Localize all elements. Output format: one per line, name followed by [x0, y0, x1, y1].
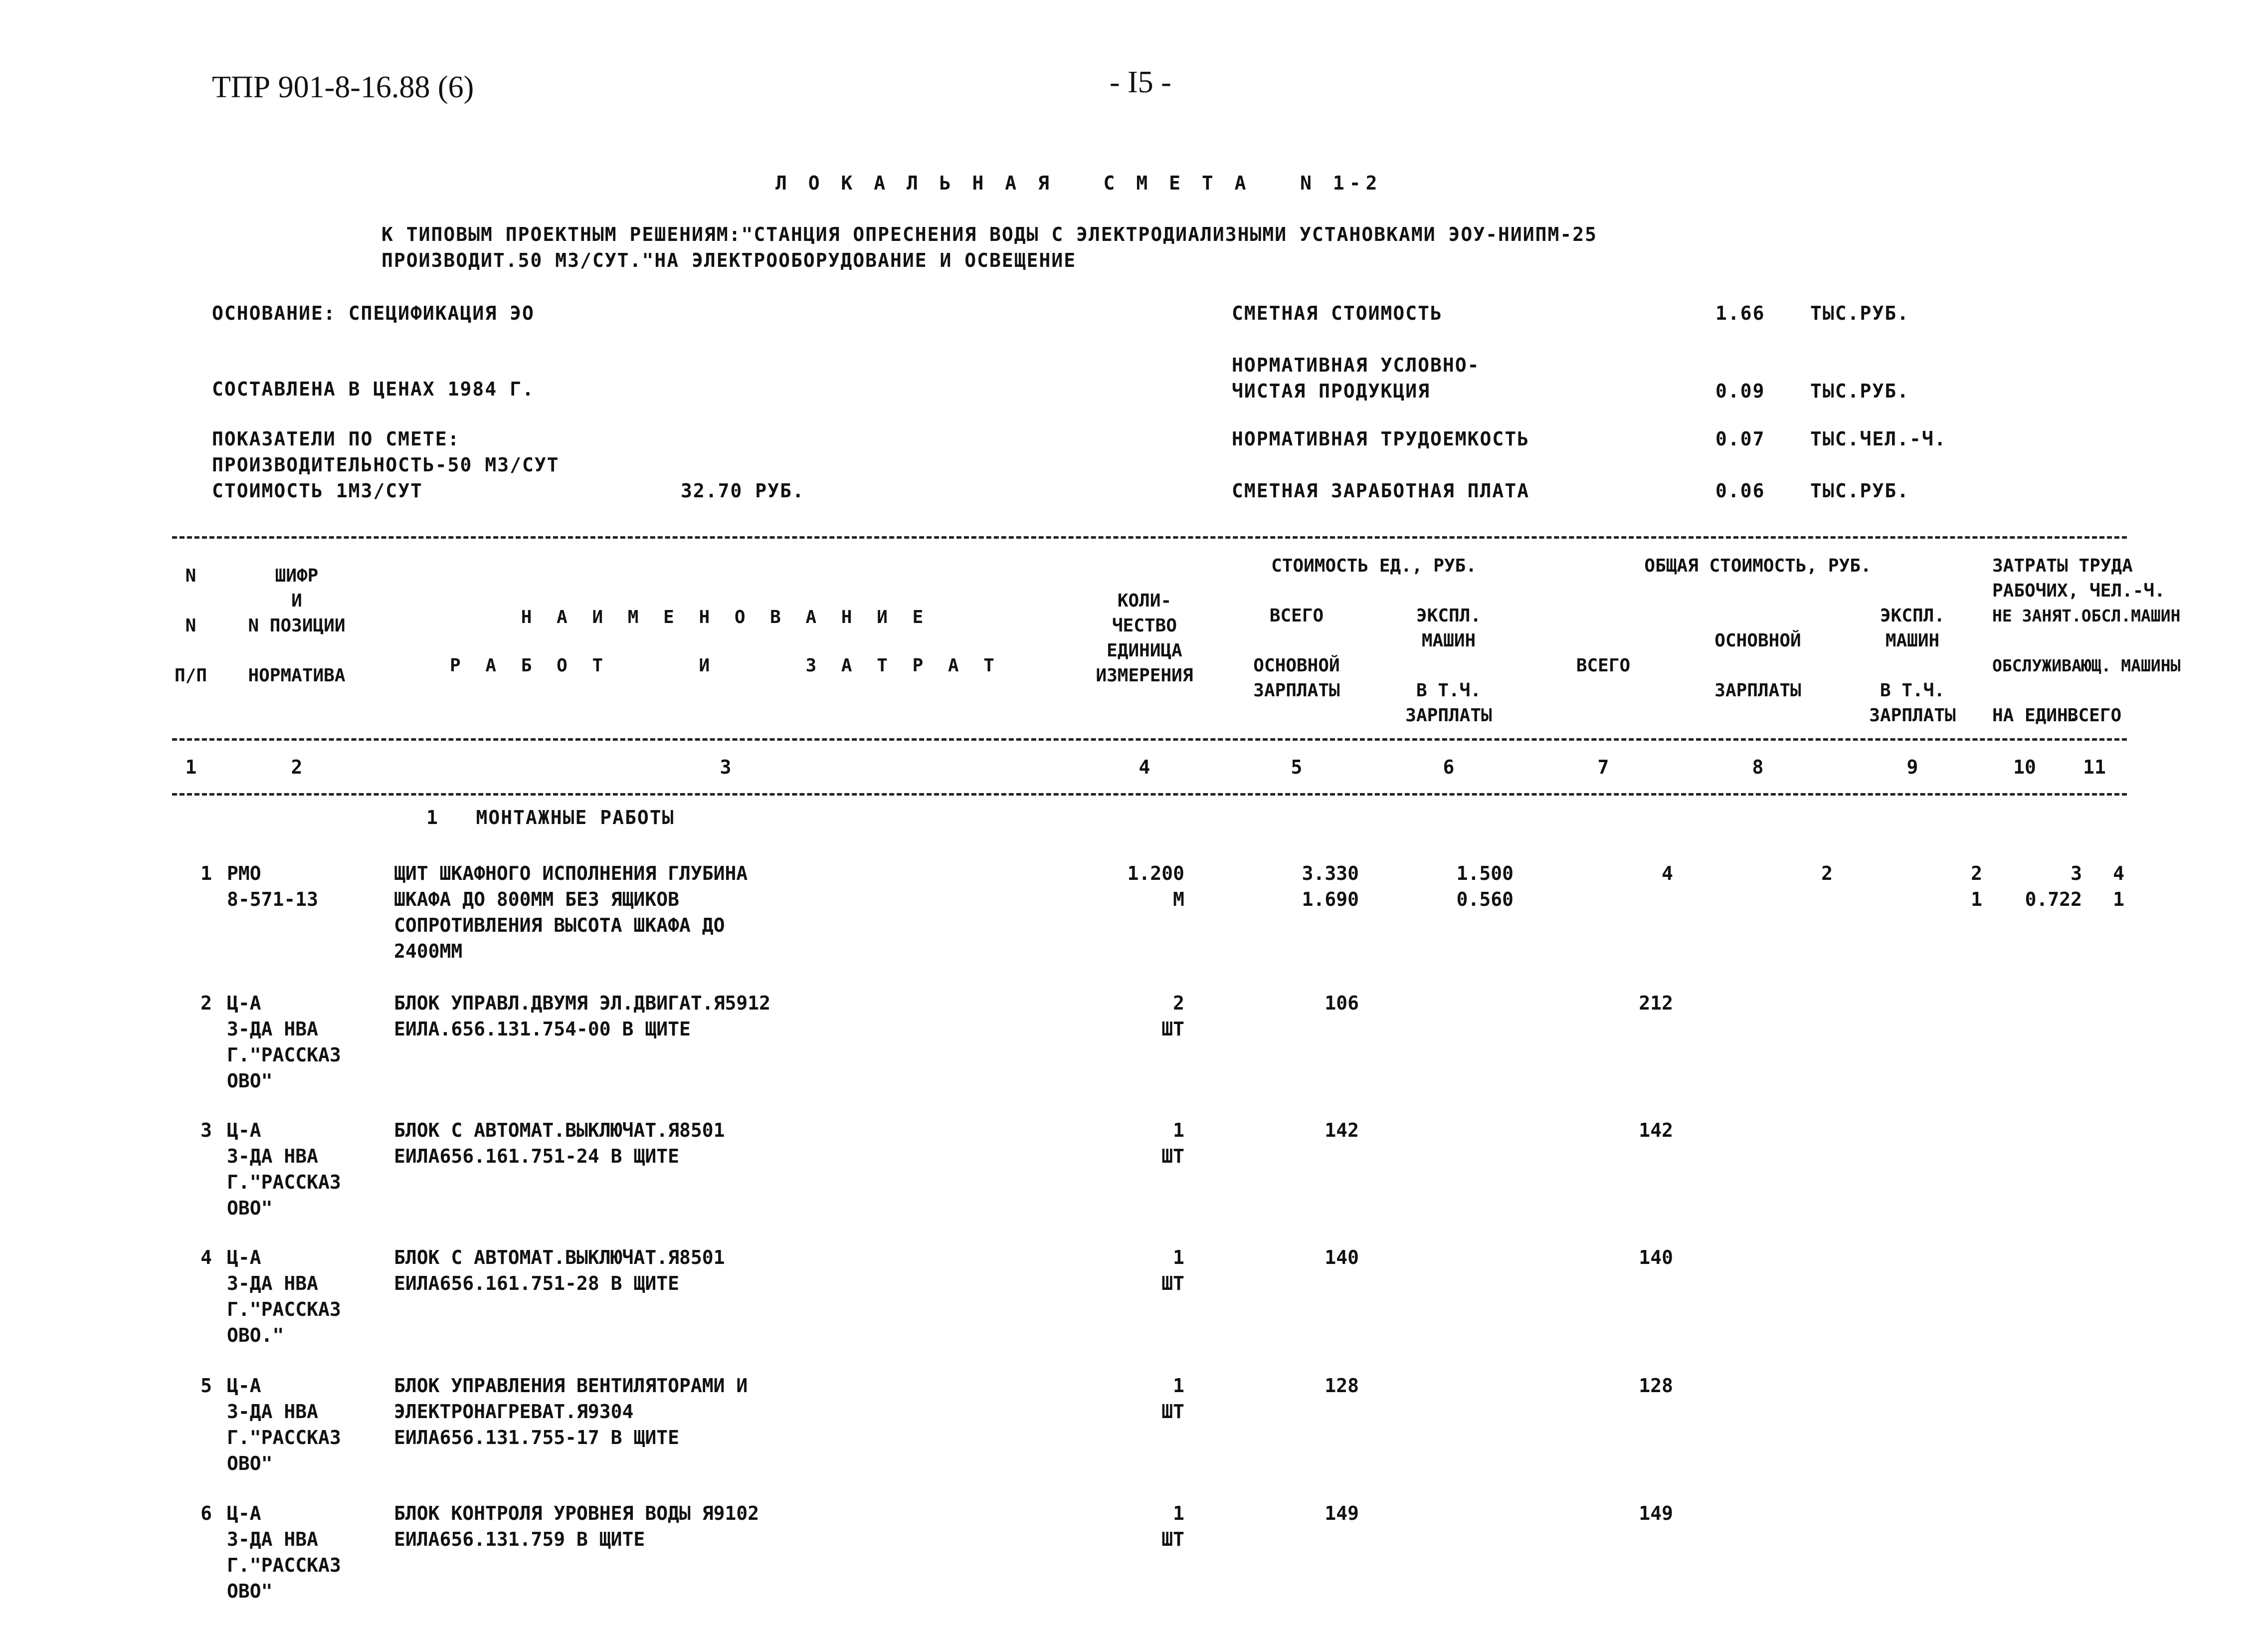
header-unit-total: ВСЕГО ОСНОВНОЙ ЗАРПЛАТЫ [1253, 606, 1340, 701]
unit-cost-value: 32.70 РУБ. [681, 480, 805, 502]
row-quantity: 1 ШТ [1161, 1502, 1184, 1550]
indicator-label: СМЕТНАЯ СТОИМОСТЬ [1232, 302, 1443, 324]
indicator-unit: ТЫС.РУБ. [1810, 480, 1910, 502]
indicator-unit: ТЫС.РУБ. [1810, 302, 1910, 324]
header-name-line-1: Н А И М Е Н О В А Н И Е [521, 607, 931, 627]
table-header [172, 541, 2181, 736]
indicator-value: 0.09 [1715, 380, 1765, 402]
table-row [172, 1500, 2127, 1620]
row-total: 128 [1639, 1375, 1673, 1397]
header-bottom-rule [172, 738, 2127, 741]
column-number: 2 [291, 756, 303, 778]
row-number: 5 [200, 1375, 212, 1397]
row-code: Ц-А 3-ДА НВА Г."РАССКАЗ ОВО" [227, 1119, 341, 1219]
indicator-label: СМЕТНАЯ ЗАРАБОТНАЯ ПЛАТА [1232, 480, 1530, 502]
column-number: 10 [2013, 756, 2036, 778]
row-unit-total: 3.330 1.690 [1302, 862, 1359, 910]
indicator-unit: ТЫС.РУБ. [1810, 380, 1910, 402]
row-total: 212 [1639, 992, 1673, 1014]
header-labor: ЗАТРАТЫ ТРУДА РАБОЧИХ, ЧЕЛ.-Ч. [1992, 556, 2165, 601]
column-numbers-rule [172, 793, 2127, 796]
header-n: N N П/П [174, 566, 207, 686]
table-row [172, 1117, 2127, 1237]
estimate-subtitle-line-2: ПРОИЗВОДИТ.50 М3/СУТ."НА ЭЛЕКТРООБОРУДОВАНИЕ И ОСВЕЩЕНИЕ [381, 249, 1077, 271]
indicator-unit: ТЫС.ЧЕЛ.-Ч. [1810, 428, 1947, 450]
row-total: 140 [1639, 1246, 1673, 1268]
indicator-value: 1.66 [1715, 302, 1765, 324]
indicators-heading: ПОКАЗАТЕЛИ ПО СМЕТЕ: [212, 428, 460, 450]
unit-cost-label: СТОИМОСТЬ 1М3/СУТ [212, 480, 423, 502]
indicator-value: 0.06 [1715, 480, 1765, 502]
indicator-label: НОРМАТИВНАЯ УСЛОВНО- [1232, 354, 1480, 376]
header-total-wage: ОСНОВНОЙ ЗАРПЛАТЫ [1714, 630, 1801, 701]
table-row [172, 990, 2127, 1110]
header-code: ШИФР И N ПОЗИЦИИ НОРМАТИВА [248, 566, 346, 686]
table-row [172, 860, 2127, 980]
row-quantity: 1 ШТ [1161, 1246, 1184, 1294]
header-total-all: ВСЕГО [1576, 655, 1631, 676]
header-labor-total: ВСЕГО [2067, 705, 2122, 726]
row-number: 6 [200, 1502, 212, 1524]
indicator-label: НОРМАТИВНАЯ ТРУДОЕМКОСТЬ [1232, 428, 1530, 450]
column-number: 9 [1906, 756, 1918, 778]
row-unit-total: 106 [1324, 992, 1359, 1014]
row-unit-total: 128 [1324, 1375, 1359, 1397]
row-wage: 2 [1821, 862, 1833, 884]
column-number: 8 [1752, 756, 1764, 778]
row-labor-total: 4 1 [2113, 862, 2124, 910]
header-unit-machines: ЭКСПЛ. МАШИН В Т.Ч. ЗАРПЛАТЫ [1405, 606, 1492, 726]
estimate-subtitle-line-1: К ТИПОВЫМ ПРОЕКТНЫМ РЕШЕНИЯМ:"СТАНЦИЯ ОПРЕСНЕНИЯ ВОДЫ С ЭЛЕКТРОДИАЛИЗНЫМИ УСТАНОВКАМИ ЭОУ-НИИПМ-25 [381, 223, 1598, 245]
row-code: Ц-А 3-ДА НВА Г."РАССКАЗ ОВО" [227, 992, 341, 1092]
column-number: 3 [720, 756, 732, 778]
row-code: Ц-А 3-ДА НВА Г."РАССКАЗ ОВО." [227, 1246, 341, 1346]
table-row [172, 1373, 2127, 1492]
row-name: ЩИТ ШКАФНОГО ИСПОЛНЕНИЯ ГЛУБИНА ШКАФА ДО 800ММ БЕЗ ЯЩИКОВ СОПРОТИВЛЕНИЯ ВЫСОТА ШКАФА ДО 2400ММ [394, 862, 748, 962]
row-number: 2 [200, 992, 212, 1014]
column-number: 11 [2083, 756, 2106, 778]
header-total-machines: ЭКСПЛ. МАШИН В Т.Ч. ЗАРПЛАТЫ [1869, 606, 1956, 726]
column-number: 1 [185, 756, 197, 778]
row-name: БЛОК КОНТРОЛЯ УРОВНЕЯ ВОДЫ Я9102 ЕИЛА656.131.759 В ЩИТЕ [394, 1502, 759, 1550]
row-number: 3 [200, 1119, 212, 1141]
header-unit-cost: СТОИМОСТЬ ЕД., РУБ. [1271, 556, 1477, 576]
row-code: РМО 8-571-13 [227, 862, 319, 910]
column-numbers-row [172, 754, 2127, 784]
table-top-rule [172, 536, 2127, 539]
row-number: 1 [200, 862, 212, 884]
column-number: 6 [1443, 756, 1455, 778]
row-unit-total: 140 [1324, 1246, 1359, 1268]
row-unit-total: 149 [1324, 1502, 1359, 1524]
row-number: 4 [200, 1246, 212, 1268]
row-unit-machines: 1.500 0.560 [1456, 862, 1513, 910]
row-labor-unit: 3 0.722 [2025, 862, 2082, 910]
table-row [172, 1244, 2127, 1364]
row-total: 149 [1639, 1502, 1673, 1524]
row-name: БЛОК С АВТОМАТ.ВЫКЛЮЧАТ.Я8501 ЕИЛА656.161.751-24 В ЩИТЕ [394, 1119, 725, 1167]
indicator-label-cont: ЧИСТАЯ ПРОДУКЦИЯ [1232, 380, 1431, 402]
column-number: 5 [1291, 756, 1303, 778]
section-title: 1 МОНТАЖНЫЕ РАБОТЫ [426, 807, 675, 828]
row-code: Ц-А 3-ДА НВА Г."РАССКАЗ ОВО" [227, 1375, 341, 1474]
estimate-title: Л О К А Л Ь Н А Я С М Е Т А N 1-2 [775, 172, 1382, 194]
row-name: БЛОК УПРАВЛЕНИЯ ВЕНТИЛЯТОРАМИ И ЭЛЕКТРОНАГРЕВАТ.Я9304 ЕИЛА656.131.755-17 В ЩИТЕ [394, 1375, 748, 1448]
prices-text: СОСТАВЛЕНА В ЦЕНАХ 1984 Г. [212, 378, 535, 400]
column-number: 4 [1138, 756, 1150, 778]
header-total-cost: ОБЩАЯ СТОИМОСТЬ, РУБ. [1644, 556, 1872, 576]
row-name: БЛОК УПРАВЛ.ДВУМЯ ЭЛ.ДВИГАТ.Я5912 ЕИЛА.656.131.754-00 В ЩИТЕ [394, 992, 770, 1040]
row-code: Ц-А 3-ДА НВА Г."РАССКАЗ ОВО" [227, 1502, 341, 1602]
header-quantity: КОЛИ- ЧЕСТВО ЕДИНИЦА ИЗМЕРЕНИЯ [1096, 591, 1193, 686]
basis-text: ОСНОВАНИЕ: СПЕЦИФИКАЦИЯ ЭО [212, 302, 535, 324]
page-number: - I5 - [1110, 65, 1171, 99]
row-quantity: 1 ШТ [1161, 1375, 1184, 1423]
row-total: 4 [1662, 862, 1673, 884]
row-quantity: 1 ШТ [1161, 1119, 1184, 1167]
row-quantity: 2 ШТ [1161, 992, 1184, 1040]
row-name: БЛОК С АВТОМАТ.ВЫКЛЮЧАТ.Я8501 ЕИЛА656.161.751-28 В ЩИТЕ [394, 1246, 725, 1294]
row-unit-total: 142 [1324, 1119, 1359, 1141]
header-labor-unit: НА ЕДИН. [1992, 705, 2079, 726]
header-labor-sub: НЕ ЗАНЯТ.ОБСЛ.МАШИН ОБСЛУЖИВАЮЩ. МАШИНЫ [1992, 606, 2181, 675]
column-number: 7 [1597, 756, 1609, 778]
header-name-line-2: Р А Б О Т И З А Т Р А Т [450, 655, 1001, 676]
indicator-value: 0.07 [1715, 428, 1765, 450]
document-code: ТПР 901-8-16.88 (6) [212, 70, 474, 104]
row-machines: 2 1 [1971, 862, 1982, 910]
row-quantity: 1.200 М [1127, 862, 1184, 910]
row-total: 142 [1639, 1119, 1673, 1141]
productivity-text: ПРОИЗВОДИТЕЛЬНОСТЬ-50 М3/СУТ [212, 454, 560, 476]
